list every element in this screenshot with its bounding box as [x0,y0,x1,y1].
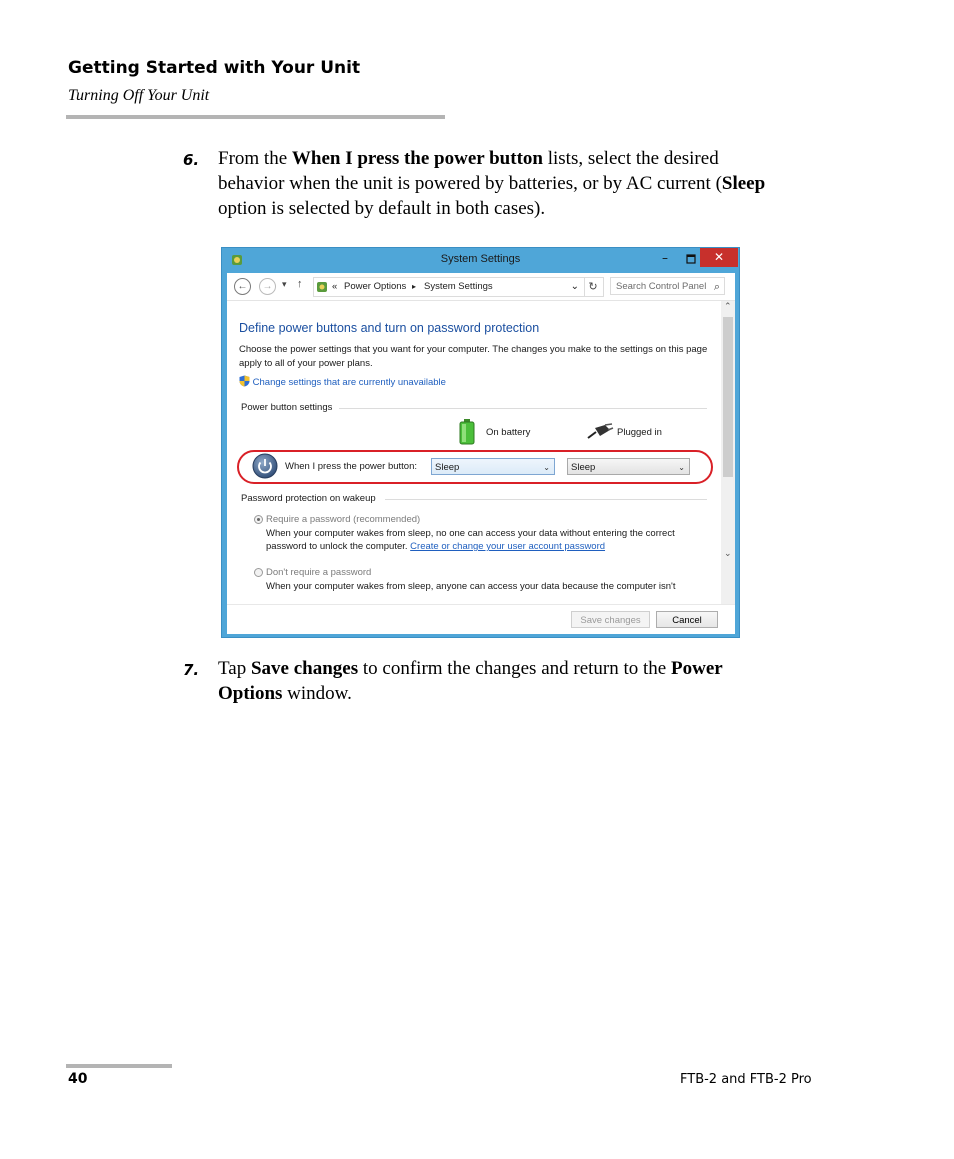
battery-action-select[interactable]: Sleep ⌄ [431,458,555,475]
refresh-button[interactable]: ↻ [583,277,604,297]
step-7-text: Tap Save changes to confirm the changes and return to the Power Options window. [218,658,723,704]
title-bar [222,248,739,272]
vertical-scrollbar[interactable] [721,301,735,604]
require-password-label[interactable]: Require a password (recommended) [266,514,421,525]
close-button[interactable]: ✕ [700,248,738,267]
shield-icon [239,375,250,387]
scroll-thumb[interactable] [723,317,733,477]
back-button[interactable]: ← [234,278,251,295]
window-client [227,273,735,633]
save-changes-button[interactable]: Save changes [571,611,650,628]
page-heading: Define power buttons and turn on password protection [239,321,540,335]
section-subtitle: Turning Off Your Unit [68,87,210,104]
on-battery-label: On battery [486,427,531,438]
up-button[interactable]: ↑ [297,278,303,290]
no-password-label[interactable]: Don't require a password [266,567,372,578]
power-button-section-title: Power button settings [241,402,333,413]
address-dropdown-icon[interactable]: ⌄ [570,281,579,292]
chevron-down-icon: ⌄ [543,463,550,472]
power-button-row-label: When I press the power button: [285,461,418,472]
change-settings-link[interactable]: Change settings that are currently unavailable [239,375,446,388]
page-description: Choose the power settings that you want for your computer. The changes you make to the settings on this page apply to all of your power plans. [239,344,708,369]
require-password-desc: When your computer wakes from sleep, no one can access your data without entering the correct [266,528,675,539]
search-placeholder: Search Control Panel [616,281,707,292]
scroll-down-icon[interactable]: ⌄ [724,548,732,558]
breadcrumb-power-options[interactable]: Power Options [344,281,407,292]
recent-pages-button[interactable]: ▾ [282,279,287,289]
cancel-button[interactable]: Cancel [656,611,718,628]
control-panel-icon [316,281,328,293]
header-rule [66,115,445,119]
change-password-link[interactable]: Create or change your user account password [410,541,606,552]
plugged-in-label: Plugged in [617,427,662,438]
scroll-up-icon[interactable]: ⌃ [724,301,732,311]
breadcrumb-arrow-icon[interactable]: ▸ [412,282,417,291]
require-password-desc-2: password to unlock the computer. Create or change your user account password [266,541,606,552]
footer-rule [66,1064,172,1068]
product-name: FTB-2 and FTB-2 Pro [680,1072,812,1087]
no-password-radio[interactable] [254,568,263,577]
step-7-number: 7. [183,661,200,679]
dialog-footer [227,604,735,634]
breadcrumb-separator: « [332,281,338,292]
breadcrumb-system-settings[interactable]: System Settings [424,281,493,292]
maximize-icon [686,254,696,264]
navigation-bar [227,273,735,301]
step-6-number: 6. [183,151,200,169]
search-icon: ⌕ [713,281,720,293]
password-section-title: Password protection on wakeup [241,493,376,504]
minimize-button[interactable]: – [662,251,668,265]
section-divider [339,408,707,409]
no-password-desc: When your computer wakes from sleep, anyone can access your data because the computer isn't [266,581,676,592]
system-settings-window [221,247,740,638]
chevron-down-icon: ⌄ [678,463,685,472]
forward-button[interactable]: → [259,278,276,295]
plugged-action-select[interactable]: Sleep ⌄ [567,458,690,475]
section-divider [385,499,707,500]
address-bar[interactable] [313,277,585,297]
battery-icon [459,419,475,445]
window-title: System Settings [440,253,521,265]
page-number: 40 [68,1071,88,1087]
chapter-title: Getting Started with Your Unit [68,58,361,78]
step-6-text: From the When I press the power button lists, select the desired behavior when the unit is powered by batteries, or by AC current (Sleep option is selected by default in both cases). [218,148,766,219]
search-input[interactable] [610,277,725,295]
require-password-radio[interactable] [254,515,263,524]
power-button-icon [252,453,278,479]
plug-icon [586,423,614,439]
